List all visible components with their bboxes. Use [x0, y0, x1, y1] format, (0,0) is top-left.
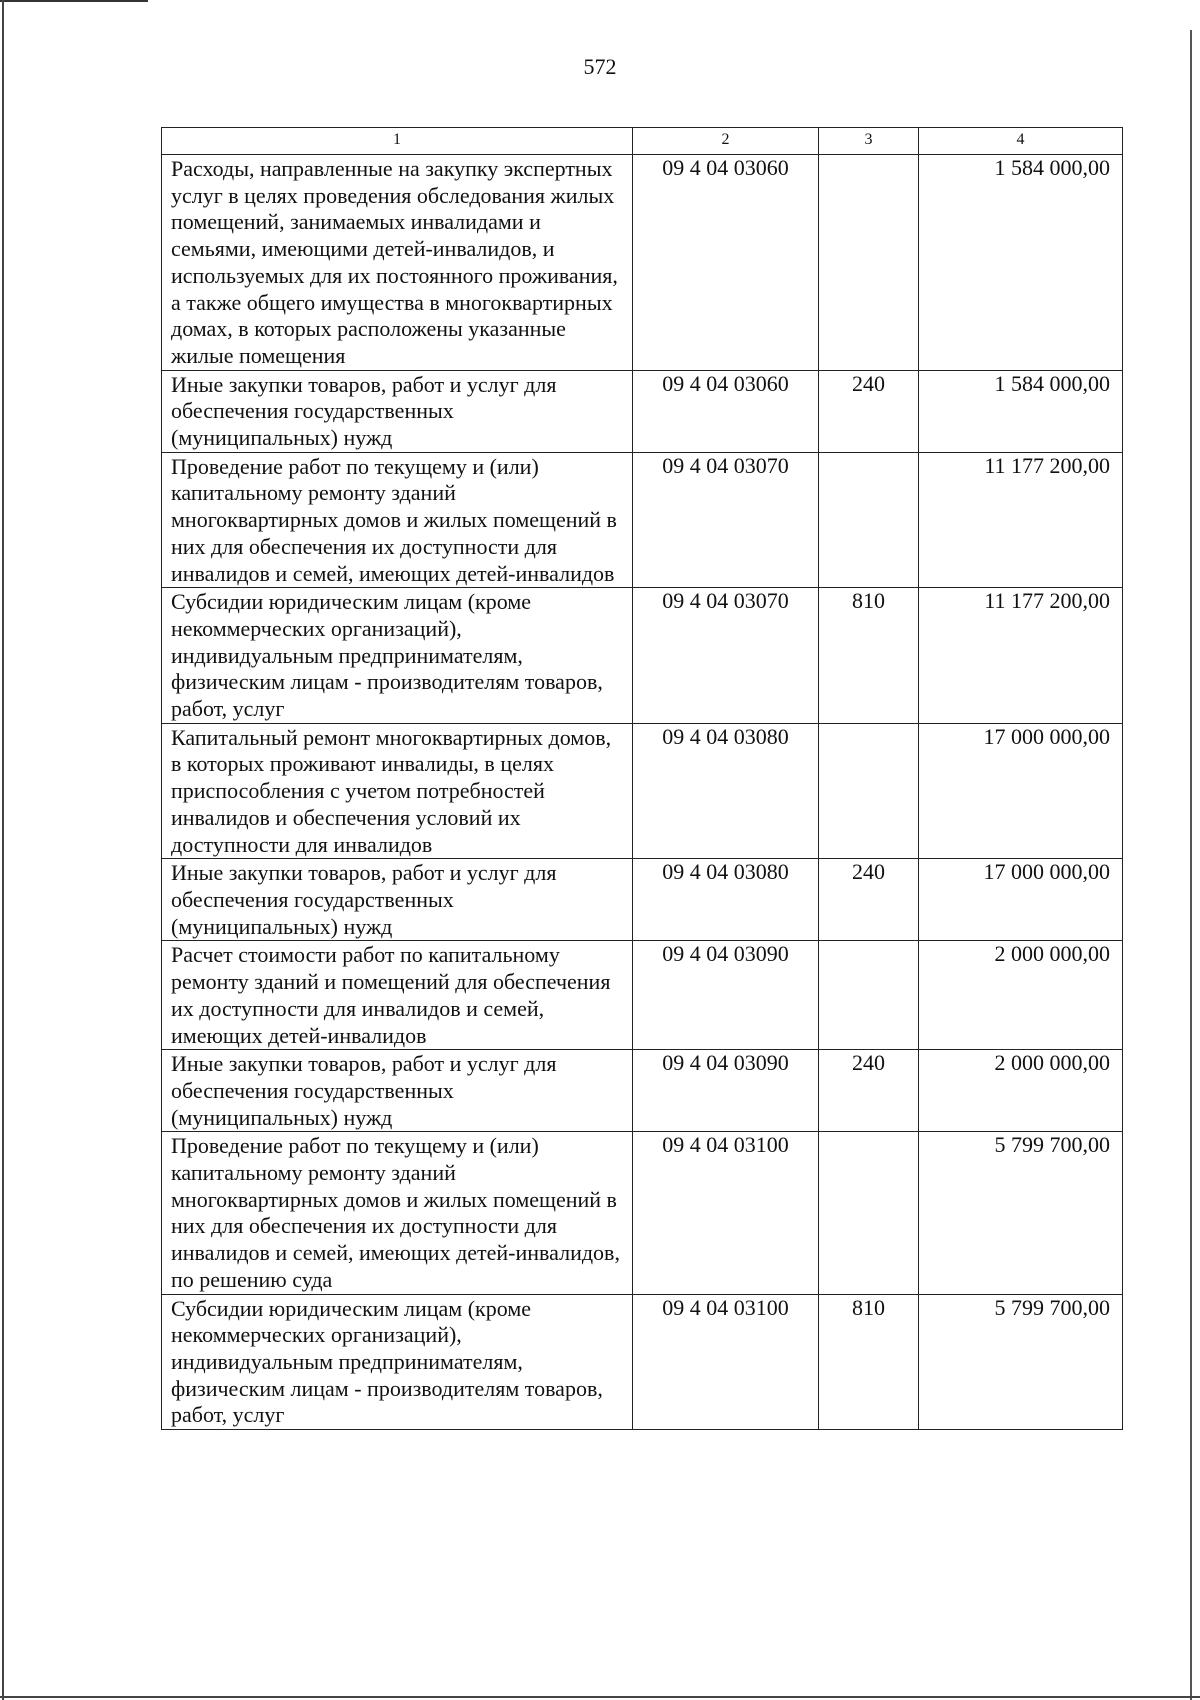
table-row — [162, 588, 1123, 724]
amount: 2 000 000,00 — [919, 1050, 1123, 1132]
table-row — [162, 1132, 1123, 1294]
expense-type — [819, 155, 919, 371]
expense-type: 240 — [819, 1050, 919, 1132]
target-code: 09 4 04 03100 — [633, 1132, 819, 1294]
expense-name: Расчет стоимости работ по капитальному ремонту зданий и помещений для обеспечения их доступности для инвалидов и семей, имеющих детей-инвалидов — [162, 941, 633, 1050]
expense-name: Иные закупки товаров, работ и услуг для обеспечения государственных (муниципальных) нужд — [162, 1050, 633, 1132]
amount: 5 799 700,00 — [919, 1132, 1123, 1294]
table-header-row — [162, 128, 1123, 155]
table-row — [162, 941, 1123, 1050]
amount: 11 177 200,00 — [919, 588, 1123, 724]
amount: 5 799 700,00 — [919, 1294, 1123, 1430]
column-header: 3 — [819, 128, 919, 155]
column-header: 1 — [162, 128, 633, 155]
target-code: 09 4 04 03070 — [633, 452, 819, 588]
target-code: 09 4 04 03080 — [633, 859, 819, 941]
amount: 1 584 000,00 — [919, 155, 1123, 371]
target-code: 09 4 04 03090 — [633, 1050, 819, 1132]
scan-edge-bottom — [0, 1696, 1200, 1698]
amount: 11 177 200,00 — [919, 452, 1123, 588]
expense-type — [819, 1132, 919, 1294]
target-code: 09 4 04 03060 — [633, 370, 819, 452]
scan-edge-top — [0, 0, 148, 2]
expense-type — [819, 723, 919, 859]
expense-name: Проведение работ по текущему и (или) капитальному ремонту зданий многоквартирных домов и жилых помещений в них для обеспечения их доступности для инвалидов и семей, имеющих детей-инвалидов, по решению суда — [162, 1132, 633, 1294]
expense-type: 240 — [819, 859, 919, 941]
table-row — [162, 155, 1123, 371]
expense-name: Иные закупки товаров, работ и услуг для обеспечения государственных (муниципальных) нужд — [162, 370, 633, 452]
scan-edge-right — [1190, 30, 1192, 1700]
column-header: 2 — [633, 128, 819, 155]
expense-name: Иные закупки товаров, работ и услуг для обеспечения государственных (муниципальных) нужд — [162, 859, 633, 941]
amount: 2 000 000,00 — [919, 941, 1123, 1050]
target-code: 09 4 04 03060 — [633, 155, 819, 371]
expense-type — [819, 941, 919, 1050]
expense-name: Субсидии юридическим лицам (кроме некоммерческих организаций), индивидуальным предпринимателям, физическим лицам - производителям товаров, работ, услуг — [162, 1294, 633, 1430]
table-row — [162, 859, 1123, 941]
target-code: 09 4 04 03100 — [633, 1294, 819, 1430]
expense-type — [819, 452, 919, 588]
amount: 17 000 000,00 — [919, 723, 1123, 859]
expense-type: 810 — [819, 588, 919, 724]
budget-table — [161, 127, 1123, 1430]
target-code: 09 4 04 03080 — [633, 723, 819, 859]
table-row — [162, 370, 1123, 452]
expense-name: Капитальный ремонт многоквартирных домов, в которых проживают инвалиды, в целях приспособления с учетом потребностей инвалидов и обеспечения условий их доступности для инвалидов — [162, 723, 633, 859]
table-row — [162, 1294, 1123, 1430]
target-code: 09 4 04 03090 — [633, 941, 819, 1050]
amount: 17 000 000,00 — [919, 859, 1123, 941]
expense-name: Проведение работ по текущему и (или) капитальному ремонту зданий многоквартирных домов и жилых помещений в них для обеспечения их доступности для инвалидов и семей, имеющих детей-инвалидов — [162, 452, 633, 588]
expense-name: Расходы, направленные на закупку экспертных услуг в целях проведения обследования жилых помещений, занимаемых инвалидами и семьями, имеющими детей-инвалидов, и используемых для их постоянного проживания, а также общего имущества в многоквартирных домах, в которых расположены указанные жилые помещения — [162, 155, 633, 371]
table-row — [162, 723, 1123, 859]
expense-name: Субсидии юридическим лицам (кроме некоммерческих организаций), индивидуальным предпринимателям, физическим лицам - производителям товаров, работ, услуг — [162, 588, 633, 724]
expense-type: 810 — [819, 1294, 919, 1430]
page-number: 572 — [583, 54, 617, 79]
target-code: 09 4 04 03070 — [633, 588, 819, 724]
table-row — [162, 452, 1123, 588]
scan-edge-left — [2, 0, 4, 1700]
column-header: 4 — [919, 128, 1123, 155]
expense-type: 240 — [819, 370, 919, 452]
amount: 1 584 000,00 — [919, 370, 1123, 452]
table-row — [162, 1050, 1123, 1132]
